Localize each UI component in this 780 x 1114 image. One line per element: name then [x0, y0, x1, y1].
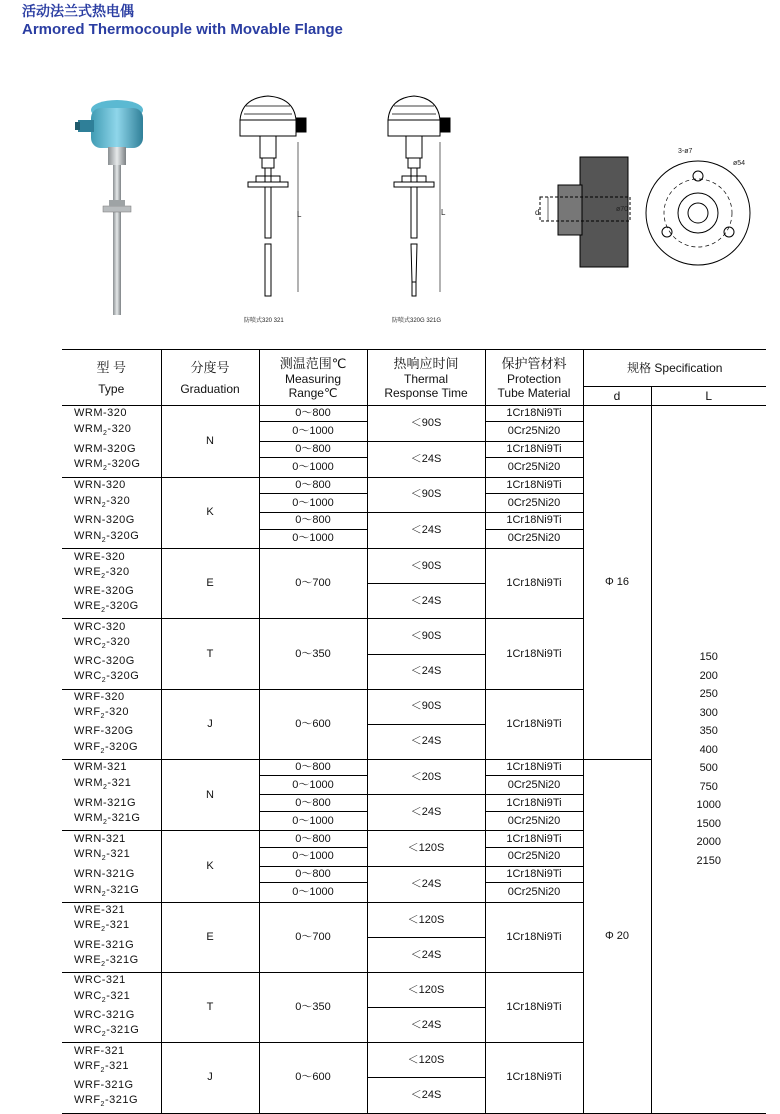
type-cell: WRC-321G — [62, 1008, 161, 1023]
type-cell: WRE-321 — [62, 903, 161, 919]
header-type: 型 号 Type — [62, 350, 161, 406]
range-cell: 0～600 — [259, 1043, 367, 1113]
range-cell: 0～1000 — [259, 457, 367, 477]
response-cell: ＜24S — [367, 724, 485, 759]
type-cell: WRC-320G — [62, 654, 161, 669]
type-cell: $WRM_2-321G$ — [62, 811, 161, 831]
label-hole-dia: 3-ø7 — [678, 148, 693, 155]
graduation-cell: N — [161, 406, 259, 478]
title-chinese: 活动法兰式热电偶 — [22, 3, 134, 19]
material-cell: 1Cr18Ni9Ti — [485, 689, 583, 759]
type-cell: $WRF_2-320$ — [62, 705, 161, 724]
range-cell: 0～800 — [259, 795, 367, 811]
type-cell: $WRE_2-320$ — [62, 565, 161, 584]
type-cell: $WRE_2-321G$ — [62, 953, 161, 973]
material-cell: 1Cr18Ni9Ti — [485, 973, 583, 1043]
drawing-model-320 — [230, 92, 310, 307]
L-value: 500 — [699, 762, 718, 775]
response-cell: ＜90S — [367, 619, 485, 654]
type-cell: WRN-321 — [62, 831, 161, 847]
graduation-cell: K — [161, 831, 259, 903]
type-cell: WRN-320 — [62, 477, 161, 493]
L-value: 750 — [699, 780, 718, 793]
type-cell: WRM-320 — [62, 406, 161, 422]
type-cell: $WRF_2-321G$ — [62, 1093, 161, 1113]
response-cell: ＜20S — [367, 759, 485, 795]
graduation-cell: N — [161, 759, 259, 831]
range-cell: 0～1000 — [259, 883, 367, 903]
type-cell: $WRM_2-320G$ — [62, 457, 161, 477]
flange-front-view — [640, 150, 760, 275]
range-cell: 0～1000 — [259, 811, 367, 831]
material-cell: 1Cr18Ni9Ti — [485, 477, 583, 493]
response-cell: ＜120S — [367, 903, 485, 938]
range-cell: 0～800 — [259, 513, 367, 529]
response-cell: ＜24S — [367, 513, 485, 549]
L-value: 1500 — [696, 817, 721, 830]
label-L-2: L — [441, 208, 446, 217]
response-cell: ＜24S — [367, 1078, 485, 1113]
label-flange-dia: ø70 — [616, 206, 629, 213]
header-graduation: 分度号 Graduation — [161, 350, 259, 406]
response-cell: ＜24S — [367, 584, 485, 619]
range-cell: 0～800 — [259, 867, 367, 883]
L-value: 1000 — [696, 799, 721, 812]
material-cell: 0Cr25Ni20 — [485, 811, 583, 831]
type-cell: WRN-321G — [62, 867, 161, 883]
type-cell: WRM-321G — [62, 795, 161, 811]
graduation-cell: J — [161, 689, 259, 759]
product-photo — [75, 90, 160, 320]
header-d: d — [583, 387, 651, 406]
graduation-cell: J — [161, 1043, 259, 1113]
range-cell: 0～1000 — [259, 529, 367, 549]
type-cell: WRF-320 — [62, 689, 161, 705]
type-cell: WRM-321 — [62, 759, 161, 775]
type-cell: WRF-320G — [62, 724, 161, 739]
response-cell: ＜24S — [367, 441, 485, 477]
type-cell: WRE-320G — [62, 584, 161, 599]
response-cell: ＜120S — [367, 973, 485, 1008]
type-cell: WRC-320 — [62, 619, 161, 635]
type-cell: WRM-320G — [62, 441, 161, 457]
range-cell: 0～800 — [259, 441, 367, 457]
graduation-cell: E — [161, 549, 259, 619]
range-cell: 0～1000 — [259, 847, 367, 866]
type-cell: $WRM_2-321$ — [62, 776, 161, 795]
material-cell: 0Cr25Ni20 — [485, 776, 583, 795]
material-cell: 0Cr25Ni20 — [485, 422, 583, 441]
type-cell: WRE-320 — [62, 549, 161, 565]
table-row — [62, 406, 766, 422]
range-cell: 0～1000 — [259, 422, 367, 441]
L-value: 400 — [699, 743, 718, 756]
L-value: 250 — [699, 688, 718, 701]
range-cell: 0～800 — [259, 477, 367, 493]
caption-drawing-2: 防喷式320G 321G — [392, 318, 442, 324]
header-L: L — [651, 387, 766, 406]
type-cell: $WRC_2-320G$ — [62, 669, 161, 689]
material-cell: 1Cr18Ni9Ti — [485, 549, 583, 619]
response-cell: ＜24S — [367, 938, 485, 973]
response-cell: ＜90S — [367, 406, 485, 442]
L-value: 200 — [699, 669, 718, 682]
type-cell: $WRE_2-320G$ — [62, 599, 161, 619]
material-cell: 1Cr18Ni9Ti — [485, 831, 583, 847]
material-cell: 1Cr18Ni9Ti — [485, 406, 583, 422]
d-cell: Φ 16 — [583, 406, 651, 760]
response-cell: ＜90S — [367, 477, 485, 513]
material-cell: 1Cr18Ni9Ti — [485, 759, 583, 775]
d-cell: Φ 20 — [583, 759, 651, 1113]
range-cell: 0～1000 — [259, 776, 367, 795]
type-cell: $WRC_2-320$ — [62, 635, 161, 654]
graduation-cell: E — [161, 903, 259, 973]
title-english: Armored Thermocouple with Movable Flange — [22, 21, 343, 38]
material-cell: 1Cr18Ni9Ti — [485, 441, 583, 457]
response-cell: ＜24S — [367, 1008, 485, 1043]
L-value: 150 — [699, 651, 718, 664]
response-cell: ＜90S — [367, 689, 485, 724]
label-outer-dia: ø54 — [733, 160, 746, 167]
type-cell: WRN-320G — [62, 513, 161, 529]
L-value: 350 — [699, 725, 718, 738]
label-d: d — [535, 208, 540, 217]
range-cell: 0～800 — [259, 831, 367, 847]
response-cell: ＜24S — [367, 654, 485, 689]
range-cell: 0～800 — [259, 759, 367, 775]
material-cell: 0Cr25Ni20 — [485, 457, 583, 477]
material-cell: 1Cr18Ni9Ti — [485, 1043, 583, 1113]
type-cell: WRF-321G — [62, 1078, 161, 1093]
material-cell: 1Cr18Ni9Ti — [485, 513, 583, 529]
type-cell: $WRM_2-320$ — [62, 422, 161, 441]
material-cell: 1Cr18Ni9Ti — [485, 903, 583, 973]
type-cell: $WRE_2-321$ — [62, 918, 161, 937]
range-cell: 0～700 — [259, 903, 367, 973]
response-cell: ＜120S — [367, 1043, 485, 1078]
header-range: 测温范围℃ Measuring Range℃ — [259, 350, 367, 406]
L-cell — [651, 406, 766, 1114]
label-L-1: L — [297, 210, 302, 219]
material-cell: 0Cr25Ni20 — [485, 883, 583, 903]
caption-drawing-1: 防喷式320 321 — [244, 318, 284, 324]
header-response: 热响应时间 Thermal Response Time — [367, 350, 485, 406]
drawing-model-320G — [380, 92, 460, 307]
material-cell: 1Cr18Ni9Ti — [485, 867, 583, 883]
graduation-cell: T — [161, 973, 259, 1043]
type-cell: WRC-321 — [62, 973, 161, 989]
response-cell: ＜90S — [367, 549, 485, 584]
type-cell: $WRN_2-320G$ — [62, 529, 161, 549]
L-value: 2150 — [696, 854, 721, 867]
material-cell: 0Cr25Ni20 — [485, 529, 583, 549]
response-cell: ＜24S — [367, 867, 485, 903]
response-cell: ＜24S — [367, 795, 485, 831]
type-cell: $WRF_2-321$ — [62, 1059, 161, 1078]
type-cell: $WRN_2-321$ — [62, 847, 161, 866]
material-cell: 0Cr25Ni20 — [485, 494, 583, 513]
header-specification: 规格 Specification — [583, 350, 766, 387]
graduation-cell: K — [161, 477, 259, 549]
range-cell: 0～800 — [259, 406, 367, 422]
type-cell: $WRC_2-321$ — [62, 989, 161, 1008]
specification-table — [62, 349, 766, 1114]
range-cell: 0～350 — [259, 973, 367, 1043]
range-cell: 0～700 — [259, 549, 367, 619]
material-cell: 0Cr25Ni20 — [485, 847, 583, 866]
type-cell: $WRN_2-321G$ — [62, 883, 161, 903]
type-cell: WRE-321G — [62, 938, 161, 953]
L-value: 300 — [699, 706, 718, 719]
material-cell: 1Cr18Ni9Ti — [485, 795, 583, 811]
header-protection: 保护管材料 Protection Tube Material — [485, 350, 583, 406]
L-value: 2000 — [696, 836, 721, 849]
type-cell: WRF-321 — [62, 1043, 161, 1059]
range-cell: 0～600 — [259, 689, 367, 759]
material-cell: 1Cr18Ni9Ti — [485, 619, 583, 689]
response-cell: ＜120S — [367, 831, 485, 867]
graduation-cell: T — [161, 619, 259, 689]
type-cell: $WRF_2-320G$ — [62, 740, 161, 760]
type-cell: $WRN_2-320$ — [62, 494, 161, 513]
range-cell: 0～350 — [259, 619, 367, 689]
type-cell: $WRC_2-321G$ — [62, 1023, 161, 1043]
range-cell: 0～1000 — [259, 494, 367, 513]
